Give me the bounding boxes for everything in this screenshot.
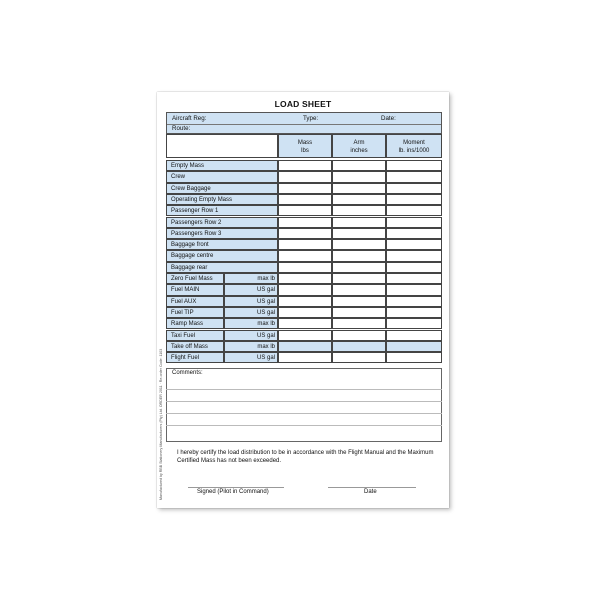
row-label: Crew Baggage [166,183,278,194]
row-label: Fuel AUX [166,296,224,307]
value-cell[interactable] [386,239,442,250]
column-header [332,134,386,158]
value-cell[interactable] [332,330,386,341]
value-cell[interactable] [278,250,332,261]
value-cell[interactable] [386,330,442,341]
value-cell[interactable] [278,262,332,273]
value-cell[interactable] [278,183,332,194]
value-cell[interactable] [278,171,332,182]
row-unit: US gal [224,284,278,295]
aircraft-reg-field[interactable]: Aircraft Reg: [172,115,207,122]
value-cell[interactable] [386,160,442,171]
row-unit: US gal [224,352,278,363]
value-cell[interactable] [386,228,442,239]
row-label: Baggage centre [166,250,278,261]
value-cell[interactable] [386,171,442,182]
column-header-line1: Arm [353,140,365,146]
value-cell[interactable] [278,217,332,228]
certification-text: I hereby certify the load distribution to be in accordance with the Flight Manual and the Maximum Certified Mass has not been exceeded. [177,450,434,464]
value-cell[interactable] [278,318,332,329]
value-cell[interactable] [332,352,386,363]
value-cell[interactable] [332,217,386,228]
column-header-line2: inches [350,148,368,154]
row-unit: max lb [224,318,278,329]
column-header [386,134,442,158]
value-cell[interactable] [278,296,332,307]
comments-label: Comments: [172,370,203,376]
value-cell[interactable] [278,352,332,363]
value-cell[interactable] [386,194,442,205]
value-cell[interactable] [332,250,386,261]
row-unit: US gal [224,330,278,341]
value-cell[interactable] [278,239,332,250]
row-label: Empty Mass [166,160,278,171]
row-label: Baggage rear [166,262,278,273]
value-cell[interactable] [332,171,386,182]
row-label: Baggage front [166,239,278,250]
value-cell[interactable] [332,318,386,329]
value-cell[interactable] [332,194,386,205]
value-cell[interactable] [386,296,442,307]
row-label: Fuel TIP [166,307,224,318]
value-cell[interactable] [332,239,386,250]
comments-line [166,389,442,390]
value-cell[interactable] [386,352,442,363]
header-block [166,112,442,134]
value-cell[interactable] [332,273,386,284]
row-label: Crew [166,171,278,182]
row-unit: max lb [224,273,278,284]
column-header-line2: lbs [301,148,309,154]
comments-line [166,401,442,402]
value-cell[interactable] [386,307,442,318]
value-cell[interactable] [386,273,442,284]
value-cell[interactable] [278,160,332,171]
value-cell[interactable] [278,205,332,216]
row-label: Passengers Row 2 [166,217,278,228]
signature-line[interactable] [188,487,284,488]
value-cell[interactable] [332,183,386,194]
row-unit: max lb [224,341,278,352]
comments-box[interactable] [166,368,442,442]
column-header-line1: Moment [403,140,425,146]
value-cell[interactable] [386,262,442,273]
date-label: Date [364,489,377,495]
value-cell[interactable] [332,205,386,216]
value-cell[interactable] [386,217,442,228]
side-imprint-text: Manufactured by RBB Stationery Manufacturers (Pty) Ltd. ORDER 2011 · Re-order Code: 1103 [159,348,163,500]
value-cell[interactable] [278,330,332,341]
value-cell[interactable] [386,250,442,261]
value-cell[interactable] [278,228,332,239]
value-cell[interactable] [386,284,442,295]
route-field[interactable]: Route: [172,125,191,132]
value-cell[interactable] [278,341,332,352]
value-cell[interactable] [386,318,442,329]
value-cell[interactable] [386,205,442,216]
row-unit: US gal [224,296,278,307]
row-label: Passenger Row 1 [166,205,278,216]
date-line[interactable] [328,487,416,488]
header-row-2 [167,124,441,134]
row-unit: US gal [224,307,278,318]
date-field[interactable]: Date: [381,115,396,122]
value-cell[interactable] [332,307,386,318]
type-field[interactable]: Type: [303,115,319,122]
value-cell[interactable] [278,307,332,318]
comments-line [166,425,442,426]
page-title: LOAD SHEET [274,99,332,109]
row-label: Flight Fuel [166,352,224,363]
value-cell[interactable] [332,262,386,273]
column-header [278,134,332,158]
value-cell[interactable] [278,194,332,205]
value-cell[interactable] [332,160,386,171]
row-label: Take off Mass [166,341,224,352]
column-header-line1: Mass [297,140,313,146]
value-cell[interactable] [278,273,332,284]
value-cell[interactable] [278,284,332,295]
value-cell[interactable] [332,296,386,307]
value-cell[interactable] [386,341,442,352]
row-label: Passengers Row 3 [166,228,278,239]
value-cell[interactable] [332,341,386,352]
row-label: Fuel MAIN [166,284,224,295]
table-header-blank [166,134,278,158]
side-imprint [158,320,164,500]
value-cell[interactable] [332,228,386,239]
value-cell[interactable] [386,183,442,194]
row-label: Ramp Mass [166,318,224,329]
column-header-line2: lb. ins/1000 [398,148,430,154]
row-label: Taxi Fuel [166,330,224,341]
row-label: Operating Empty Mass [166,194,278,205]
value-cell[interactable] [332,284,386,295]
signed-label: Signed (Pilot in Command) [197,489,269,495]
comments-line [166,413,442,414]
row-label: Zero Fuel Mass [166,273,224,284]
